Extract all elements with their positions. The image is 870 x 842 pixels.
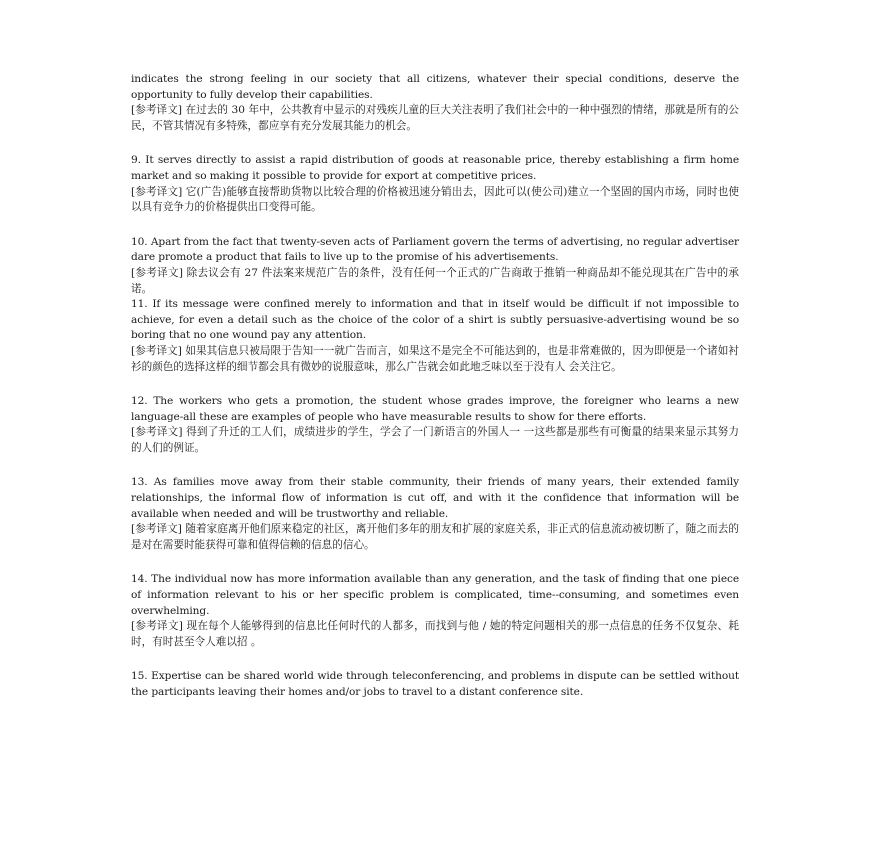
- chinese-translation: [参考译文] 随着家庭离开他们原来稳定的社区，离开他们多年的朋友和扩展的家庭关系，非正式的信息流动被切断了，随之而去的是对在需要时能获得可靠和值得信赖的信息的信心。: [131, 523, 739, 551]
- english-sentence: 13. As families move away from their stable community, their friends of many years, their extended family relationships, the informal flow of information is cut off, and with it the confidence that information will be available when needed and will be trustworthy and reliable.: [131, 476, 739, 520]
- english-sentence: 10. Apart from the fact that twenty-seven acts of Parliament govern the terms of advertising, no regular advertiser dare promote a product that fails to live up to the promise of his advertisements.: [131, 235, 739, 264]
- english-sentence: 9. It serves directly to assist a rapid distribution of goods at reasonable price, thereby establishing a firm home market and so making it possible to provide for export at competitive prices.: [131, 154, 739, 182]
- chinese-translation: [参考译文] 如果其信息只被局限于告知一一就广告而言，如果这不是完全不可能达到的，也是非常难做的，因为即便是一个诸如衬衫的颜色的选择这样的细节都会具有微妙的说服意味，那么广告就会如此地乏味以至于没有人 会关注它。: [131, 344, 739, 373]
- spacer: [131, 216, 739, 235]
- english-sentence: 11. If its message were confined merely to information and that in itself would be difficult if not impossible to achieve, for even a detail such as the choice of the color of a shirt is subtly persuasive-advertising wound be so boring that no one wound pay any attention.: [131, 298, 739, 342]
- chinese-translation: [参考译文] 它(广告)能够直接帮助货物以比较合理的价格被迅速分销出去，因此可以(使公司)建立一个坚固的国内市场，同时也使以具有竞争力的价格提供出口变得可能。: [131, 185, 739, 214]
- document-page: [131, 72, 739, 701]
- entry-14: [131, 572, 739, 650]
- entry-9: [131, 153, 739, 215]
- entry-11: [131, 297, 739, 375]
- entry-15: [131, 669, 739, 700]
- spacer: [131, 134, 739, 153]
- english-sentence: 12. The workers who gets a promotion, the student whose grades improve, the foreigner who learns a new language-all these are examples of people who have measurable results to show for there efforts.: [131, 395, 739, 423]
- entry-8-continued: [131, 72, 739, 134]
- spacer: [131, 553, 739, 572]
- chinese-translation: [参考译文] 得到了升迁的工人们，成绩进步的学生，学会了一门新语言的外国人一 一这些都是那些有可衡量的结果来显示其努力的人们的例证。: [131, 426, 739, 454]
- entry-12: [131, 394, 739, 456]
- spacer: [131, 650, 739, 669]
- entry-10: [131, 235, 739, 297]
- chinese-translation: [参考译文] 除去议会有 27 件法案来规范广告的条件，没有任何一个正式的广告商敢于推销一种商品却不能兑现其在广告中的承诺。: [131, 266, 739, 295]
- chinese-translation: [参考译文] 现在每个人能够得到的信息比任何时代的人都多，而找到与他 / 她的特定问题相关的那一点信息的任务不仅复杂、耗时，有时甚至令人难以招 。: [131, 620, 739, 648]
- chinese-translation: [参考译文] 在过去的 30 年中，公共教育中显示的对残疾儿童的巨大关注表明了我们社会中的一种中强烈的情绪，那就是所有的公民，不管其情况有多特殊，都应享有充分发展其能力的机会。: [131, 104, 739, 132]
- entry-13: [131, 475, 739, 553]
- english-sentence: indicates the strong feeling in our society that all citizens, whatever their special conditions, deserve the opportunity to fully develop their capabilities.: [131, 73, 739, 101]
- spacer: [131, 456, 739, 475]
- english-sentence: 15. Expertise can be shared world wide through teleconferencing, and problems in dispute can be settled without the participants leaving their homes and/or jobs to travel to a distant conference site.: [131, 670, 739, 698]
- english-sentence: 14. The individual now has more information available than any generation, and the task of finding that one piece of information relevant to his or her specific problem is complicated, time--consuming, and sometimes even overwhelming.: [131, 573, 739, 617]
- spacer: [131, 375, 739, 394]
